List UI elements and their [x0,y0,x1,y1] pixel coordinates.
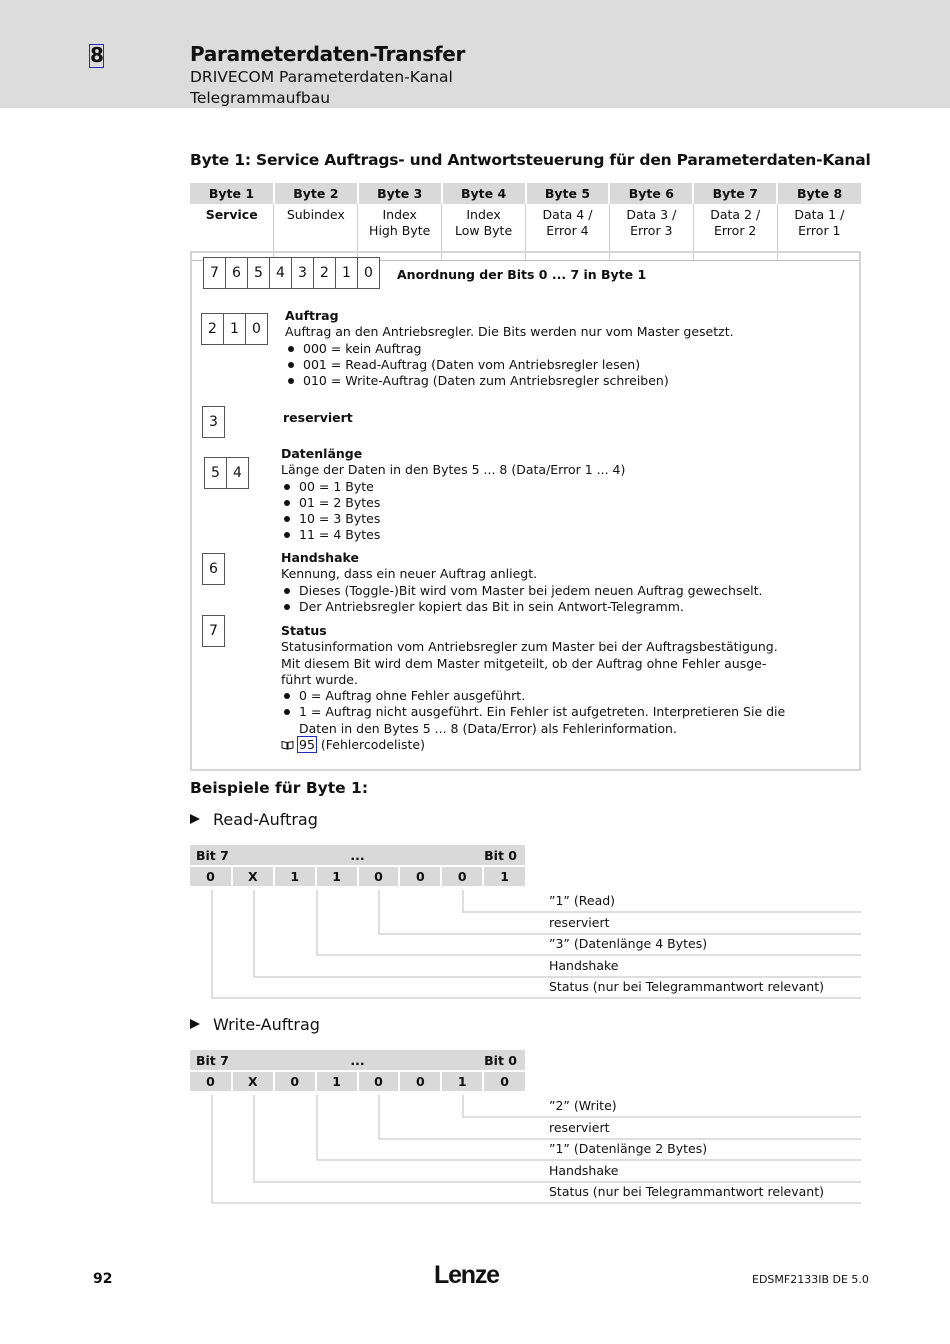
status-text: Statusinformation vom Antriebsregler zum Master bei der Auftragsbestätigung. [281,639,778,655]
bit-cell: 5 [204,457,227,489]
bit-value: 0 [274,1071,316,1092]
write-annotation: ”1” (Datenlänge 2 Bytes) [549,1141,708,1156]
list-item-line: Daten in den Bytes 5 ... 8 (Data/Error) als Fehlerinformation. [299,720,677,736]
byte-cell-line2: Low Byte [454,223,513,238]
write-annotation: ”2” (Write) [549,1098,617,1113]
chapter-number-link[interactable]: 8 [90,43,104,67]
bit-cell: 1 [223,313,246,345]
handshake-title: Handshake [281,550,359,565]
bit-header-left: Bit 7 [190,1050,274,1071]
write-example-title: Write-Auftrag [213,1015,320,1034]
list-item: 010 = Write-Auftrag (Daten zum Antriebsregler schreiben) [285,373,845,389]
status-text: führt wurde. [281,671,358,687]
byte-cell-line2: High Byte [369,223,431,238]
read-annotation: Status (nur bei Telegrammantwort relevant) [549,979,825,994]
bit-cell: 2 [201,313,224,345]
byte-header: Byte 6 [609,183,693,204]
bit-cell: 7 [202,615,225,647]
read-annotation: ”1” (Read) [549,893,616,908]
page-subtitle-2: Telegrammaufbau [190,89,331,107]
read-example-title: Read-Auftrag [213,810,318,829]
read-annotation: ”3” (Datenlänge 4 Bytes) [549,936,708,951]
byte-header: Byte 4 [442,183,526,204]
auftrag-title: Auftrag [285,308,339,323]
list-item: 11 = 4 Bytes [281,527,841,543]
bit-cell: 6 [202,553,225,585]
page-subtitle: DRIVECOM Parameterdaten-Kanal [190,68,453,86]
read-annotation: reserviert [549,915,610,930]
bit-cell: 5 [247,257,270,289]
bit-value: 1 [316,1071,358,1092]
byte-cell-line2: Error 2 [713,223,757,238]
bit-cell: 2 [313,257,336,289]
byte-cell-line1: Data 2 / [710,207,761,222]
connector-line [463,1095,861,1117]
byte-header: Byte 7 [693,183,777,204]
examples-heading: Beispiele für Byte 1: [190,779,369,797]
logo-text: Lenze [434,1262,499,1288]
auftrag-text: Auftrag an den Antriebsregler. Die Bits werden nur vom Master gesetzt. [285,324,734,340]
byte-header: Byte 3 [358,183,442,204]
bit-header-right: Bit 0 [441,845,525,866]
bit-value: 0 [441,866,483,887]
list-item-line: 1 = Auftrag nicht ausgeführt. Ein Fehler ist aufgetreten. Interpretieren Sie die [299,704,786,720]
bit-header-left: Bit 7 [190,845,274,866]
bit-cell: 1 [335,257,358,289]
datenlaenge-text: Länge der Daten in den Bytes 5 ... 8 (Data/Error 1 ... 4) [281,462,626,478]
write-annotation: reserviert [549,1120,610,1135]
bit-value: X [232,1071,274,1092]
bit-cell: 4 [269,257,292,289]
bit-value: 0 [190,1071,232,1092]
list-item: Dieses (Toggle-)Bit wird vom Master bei jedem neuen Auftrag gewechselt. [281,583,851,599]
byte-cell-line2: Error 4 [546,223,589,238]
write-example-heading [190,1015,320,1034]
bit-value: 0 [358,866,400,887]
datenlaenge-title: Datenlänge [281,446,363,461]
lenze-logo [434,1262,514,1288]
byte-cell-line2: Error 3 [630,223,673,238]
list-item: 00 = 1 Byte [281,479,841,495]
write-annotation: Handshake [549,1163,619,1178]
document-id: EDSMF2133IB DE 5.0 [752,1273,869,1286]
byte-cell-line1: Subindex [286,207,345,222]
handshake-text: Kennung, dass ein neuer Auftrag anliegt. [281,566,538,582]
byte-header: Byte 1 [190,183,274,204]
write-bit-table [190,1050,525,1093]
byte-header: Byte 2 [274,183,358,204]
byte-cell-line1: Data 4 / [542,207,593,222]
bit-header-right: Bit 0 [441,1050,525,1071]
bit-value: 1 [316,866,358,887]
write-annotation: Status (nur bei Telegrammantwort relevant) [549,1184,825,1199]
bit-value: 1 [483,866,525,887]
bit-header-mid: ... [274,1050,442,1071]
byte-cell-line1: Index [382,207,417,222]
bit-value: 0 [483,1071,525,1092]
bit-value: 0 [190,866,232,887]
bit-value: 0 [399,866,441,887]
bit-value: 0 [399,1071,441,1092]
list-item: 001 = Read-Auftrag (Daten vom Antriebsregler lesen) [285,357,845,373]
reference-text: (Fehlercodeliste) [320,737,425,753]
bit-value: 1 [441,1071,483,1092]
byte-cell-line1: Index [466,207,501,222]
list-item: 000 = kein Auftrag [285,341,845,357]
read-annotation: Handshake [549,958,619,973]
bit-cell: 6 [225,257,248,289]
status-text: Mit diesem Bit wird dem Master mitgeteilt, ob der Auftrag ohne Fehler ausge- [281,655,767,671]
page-number: 92 [93,1271,113,1287]
list-item: 0 = Auftrag ohne Fehler ausgeführt. [281,688,851,704]
bit-value: 0 [358,1071,400,1092]
connector-line [463,890,861,912]
bit-cell: 3 [202,406,225,438]
byte-header: Byte 5 [526,183,610,204]
list-item: 01 = 2 Bytes [281,495,841,511]
byte-cell-line1: Service [205,207,258,222]
list-item: 10 = 3 Bytes [281,511,841,527]
page-reference-link[interactable]: 95 [299,737,315,753]
bit-header-mid: ... [274,845,442,866]
bit-cell: 3 [291,257,314,289]
byte-cell-line2: Error 1 [798,223,841,238]
status-title: Status [281,623,327,638]
bit-value: 1 [274,866,316,887]
bit-cell: 4 [226,457,249,489]
section-heading: Byte 1: Service Auftrags- und Antwortsteuerung für den Parameterdaten-Kanal [190,151,871,169]
byte-header: Byte 8 [777,183,861,204]
page-title: Parameterdaten-Transfer [190,42,466,66]
triangle-bullet-icon [190,1019,200,1029]
bit-cell: 0 [245,313,268,345]
reserviert-title: reserviert [283,410,353,425]
bit-cell: 0 [357,257,380,289]
byte-cell-line1: Data 1 / [794,207,845,222]
bit-order-caption: Anordnung der Bits 0 ... 7 in Byte 1 [397,267,647,282]
byte-cell-line1: Data 3 / [626,207,677,222]
bit-value: X [232,866,274,887]
list-item: Der Antriebsregler kopiert das Bit in sein Antwort-Telegramm. [281,599,851,615]
bit-cell: 7 [203,257,226,289]
